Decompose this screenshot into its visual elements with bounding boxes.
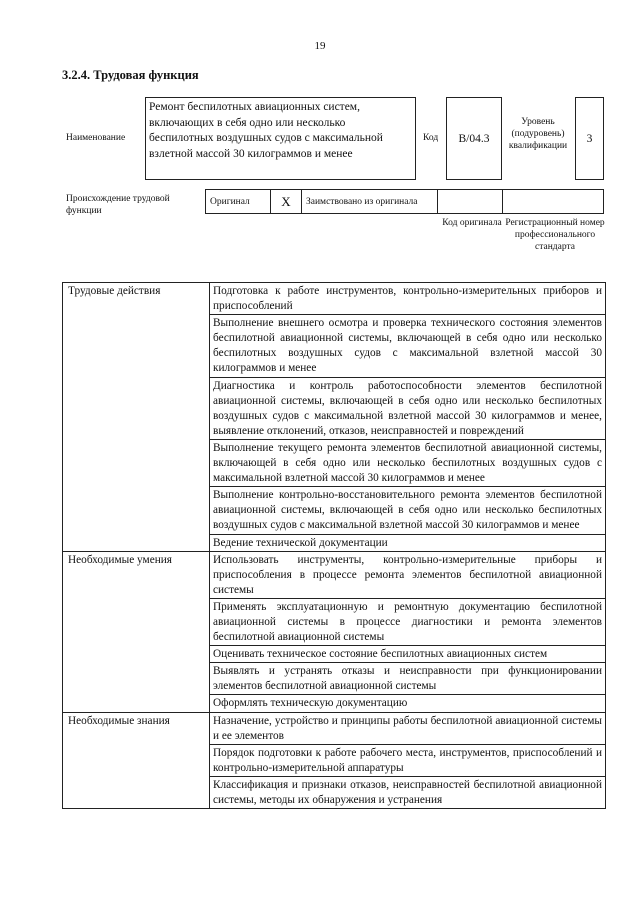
item-text: Использовать инструменты, контрольно-измерительные приборы и приспособления в процессе ремонта элементов беспилотной авиационной системы [210,551,606,598]
level-label: Уровень (подуровень) квалификации [508,117,568,151]
original-code-cell [438,190,503,214]
table-row [63,551,606,598]
item-text: Оформлять техническую документацию [210,695,606,712]
origin-label: Происхождение трудовой функции [66,194,170,216]
original-code-caption: Код оригинала [442,218,502,228]
category-label: Трудовые действия [63,283,210,552]
category-label: Необходимые умения [63,551,210,712]
category-label: Необходимые знания [63,712,210,809]
item-text: Диагностика и контроль работоспособности элементов беспилотной авиационной системы, включающей в себя одно или несколько беспилотных воздушных судов с максимальной взлетной массой 30 килограммов и менее, выявление отклонений, отказов, неисправностей и повреждений [210,377,606,439]
original-mark: X [281,193,291,209]
code-box [446,97,502,180]
item-text: Применять эксплуатационную и ремонтную документацию беспилотной авиационной системы в процессе диагностики и ремонта элементов беспилотной авиационной системы [210,598,606,645]
item-text: Ведение технической документации [210,534,606,551]
item-text: Выполнение текущего ремонта элементов беспилотной авиационной системы, включающей в себя одно или несколько беспилотных воздушных судов с максимальной взлетной массой 30 килограммов и менее [210,439,606,486]
item-text: Классификация и признаки отказов, неисправностей беспилотной авиационной системы, методы их обнаружения и устранения [210,776,606,808]
item-text: Оценивать техническое состояние беспилотных авиационных систем [210,646,606,663]
item-text: Подготовка к работе инструментов, контрольно-измерительных приборов и приспособлений [210,283,606,315]
function-table-body [63,283,606,809]
registration-caption: Регистрационный номер профессионального стандарта [505,218,605,252]
table-row [63,712,606,744]
item-text: Выполнение контрольно-восстановительного ремонта элементов беспилотной авиационной системы, включающей в себя одно или несколько беспилотных воздушных судов с максимальной взлетной массой 30 килограммов и менее [210,487,606,534]
item-text: Выполнение внешнего осмотра и проверка технического состояния элементов беспилотной авиационной системы, включающей в себя одно или несколько беспилотных воздушных судов с максимальной взлетной массой 30 килограммов и менее [210,315,606,377]
item-text: Назначение, устройство и принципы работы беспилотной авиационной системы и ее элементов [210,712,606,744]
original-mark-cell [271,190,302,214]
borrowed-cell [302,190,438,214]
table-row [63,283,606,315]
original-label: Оригинал [210,196,250,207]
section-title: 3.2.4. Трудовая функция [62,68,199,82]
borrowed-label: Заимствовано из оригинала [306,196,418,207]
function-name-box [145,97,416,180]
registration-number-cell [503,190,604,214]
page-number: 19 [314,40,326,52]
item-text: Порядок подготовки к работе рабочего места, инструментов, приспособлений и контрольно-измерительной аппаратуры [210,744,606,776]
origin-table [205,189,604,214]
function-table [62,282,606,809]
original-cell [206,190,271,214]
function-name-value: Ремонт беспилотных авиационных систем, включающих в себя одно или несколько беспилотных воздушных судов с максимальной взлетной массой 30 килограммов и менее [149,101,383,160]
code-value: B/04.3 [458,132,490,145]
code-label: Код [423,133,439,143]
name-label: Наименование [66,133,126,143]
level-value: 3 [586,132,593,145]
item-text: Выявлять и устранять отказы и неисправности при функционировании элементов беспилотной авиационной системы [210,663,606,695]
level-box [575,97,604,180]
